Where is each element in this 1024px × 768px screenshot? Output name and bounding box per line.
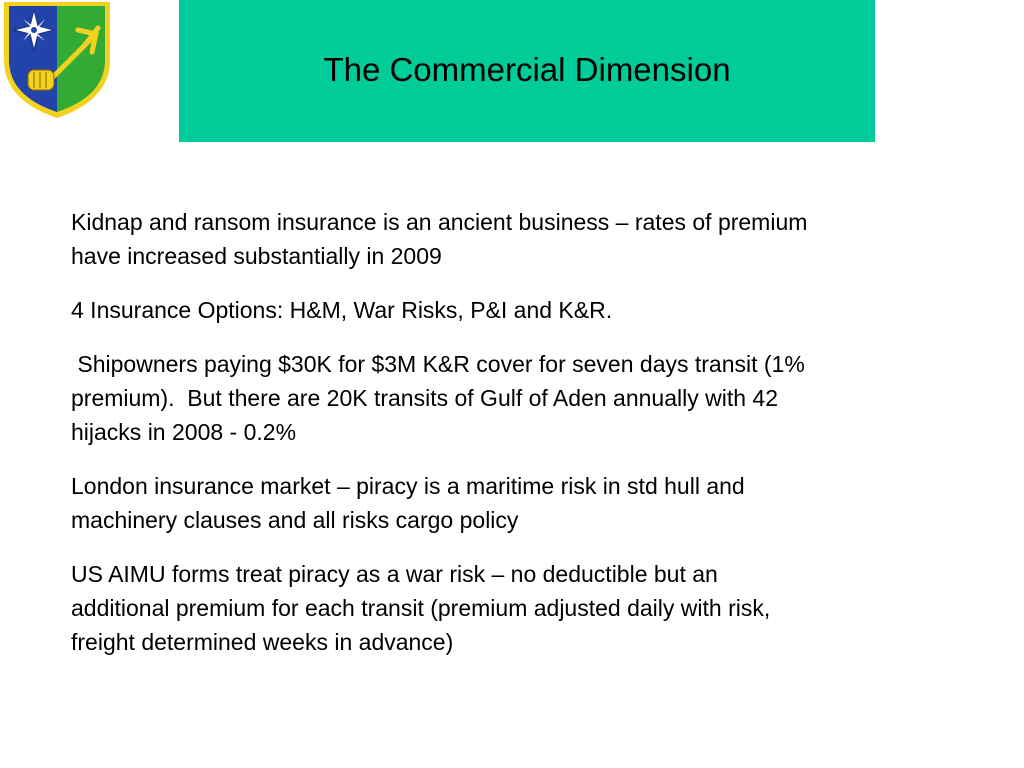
title-banner [179,0,875,142]
nato-maritime-shield-icon [0,0,114,120]
paragraph-us-aimu: US AIMU forms treat piracy as a war risk – no deductible but an additional premium for each transit (premium adjusted daily with risk, freight determined weeks in advance) [71,561,771,655]
paragraph-london-market: London insurance market – piracy is a maritime risk in std hull and machinery clauses and all risks cargo policy [71,473,745,533]
slide-body [71,205,811,679]
paragraph-insurance-options: 4 Insurance Options: H&M, War Risks, P&I and K&R. [71,297,613,323]
paragraph-kidnap-ransom: Kidnap and ransom insurance is an ancient business – rates of premium have increased substantially in 2009 [71,209,808,269]
slide-title: The Commercial Dimension [323,51,731,88]
paragraph-shipowners-premium: Shipowners paying $30K for $3M K&R cover for seven days transit (1% premium). But there are 20K transits of Gulf of Aden annually with 42 hijacks in 2008 - 0.2% [71,351,812,445]
